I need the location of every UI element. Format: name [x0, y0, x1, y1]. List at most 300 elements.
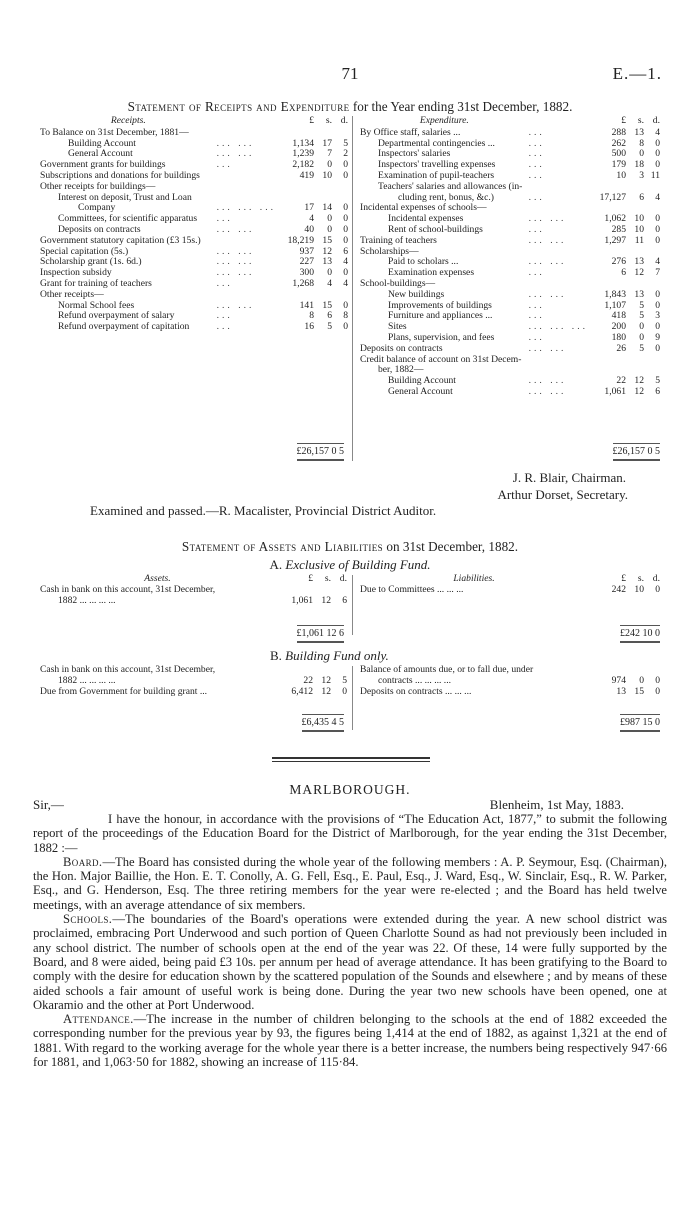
- row-label: Cash in bank on this account, 31st December,: [40, 583, 216, 595]
- paragraph-heading: Attendance.: [63, 1012, 134, 1027]
- receipts-expenditure-title: [0, 99, 700, 115]
- row-pounds: 1,268: [292, 277, 314, 289]
- row-shillings: [314, 128, 332, 139]
- row-shillings: 0: [327, 213, 332, 225]
- row-leader: ...: [528, 137, 545, 149]
- row-label: Sites: [388, 322, 407, 333]
- row-pounds: 1,297: [604, 234, 626, 246]
- section-b-assets: [40, 665, 347, 697]
- row-shillings: 10: [322, 169, 332, 181]
- row-pounds: 13: [616, 685, 626, 697]
- row-pence: 0: [343, 321, 348, 333]
- row-pence: 0: [655, 234, 660, 246]
- row-leader: ... ...: [528, 385, 567, 397]
- row-shillings: 15: [322, 234, 332, 246]
- section-b-liabilities: [360, 665, 660, 697]
- ledger-row: [40, 311, 348, 322]
- paragraph-text: I have the honour, in accordance with the provisions of “The Education Act, 1877,” to submit the following report of the proceedings of the Education Board for the District of Marlborough, for the year ending the 31st December, 1882 :—: [33, 812, 667, 855]
- row-shillings: 10: [634, 223, 644, 235]
- signature-secretary: Arthur Dorset, Secretary.: [497, 487, 628, 502]
- row-pounds: 22: [616, 375, 626, 387]
- row-pounds: [275, 585, 313, 596]
- row-leader: ... ...: [528, 288, 567, 300]
- row-pounds: 300: [299, 267, 314, 279]
- ledger-row: [360, 160, 660, 171]
- column-divider: [352, 575, 353, 635]
- row-shillings: 18: [634, 159, 644, 171]
- auditor-line: Examined and passed.—R. Macalister, Provincial District Auditor.: [90, 503, 437, 518]
- row-label: Examination expenses: [388, 268, 475, 279]
- row-pounds: 1,061: [291, 594, 313, 606]
- row-pounds: 40: [304, 223, 314, 235]
- row-label: Furniture and appliances ...: [388, 311, 493, 322]
- row-label: Improvements of buildings: [388, 300, 492, 311]
- row-leader: ...: [216, 321, 233, 333]
- row-leader: ... ...: [528, 234, 567, 246]
- row-pence: 0: [343, 159, 348, 171]
- row-leader: [529, 182, 588, 193]
- ledger-row: [360, 171, 660, 182]
- row-label: Subscriptions and donations for buildings: [40, 170, 200, 181]
- row-leader: ... ...: [216, 137, 255, 149]
- row-shillings: 13: [634, 288, 644, 300]
- row-shillings: [314, 290, 332, 301]
- row-pounds: [588, 355, 626, 366]
- row-label: Teachers' salaries and allowances (in-: [378, 181, 523, 192]
- row-label: Credit balance of account on 31st Decem-: [360, 354, 522, 365]
- ledger-row: [40, 193, 348, 204]
- row-label: Cash in bank on this account, 31st December,: [40, 664, 216, 675]
- row-label: ber, 1882—: [378, 365, 424, 376]
- row-pounds: 10: [616, 169, 626, 181]
- row-shillings: [314, 182, 332, 193]
- balance-row: [360, 687, 660, 698]
- ledger-row: [360, 333, 660, 344]
- row-pounds: [276, 290, 314, 301]
- row-leader: ...: [216, 213, 233, 225]
- row-pounds: 26: [616, 342, 626, 354]
- row-pence: 6: [655, 385, 660, 397]
- row-label: Balance of amounts due, or to fall due, under: [360, 664, 534, 675]
- row-pence: 0: [655, 583, 660, 595]
- row-leader: ... ...: [216, 299, 255, 311]
- row-pence: 8: [343, 310, 348, 322]
- title-rest: on 31st December, 1882.: [383, 539, 519, 554]
- row-pence: [332, 128, 348, 139]
- currency-shillings: s.: [637, 115, 644, 126]
- row-pounds: 1,107: [604, 299, 626, 311]
- receipts-total: £26,157 0 5: [276, 443, 344, 461]
- row-shillings: 12: [321, 594, 331, 606]
- row-pence: 5: [655, 375, 660, 387]
- report-paragraph: [33, 912, 667, 1012]
- row-pounds: 418: [611, 310, 626, 322]
- row-label: Refund overpayment of salary: [58, 311, 175, 322]
- ledger-row: [360, 365, 660, 376]
- row-leader: ... ...: [528, 342, 567, 354]
- row-shillings: 13: [634, 256, 644, 268]
- receipts-table: [40, 116, 348, 333]
- currency-pence: d.: [340, 115, 348, 126]
- row-label: Incidental expenses: [388, 214, 464, 225]
- title-smallcaps: Statement of Assets and Liabilities: [181, 539, 384, 554]
- report-title: MARLBOROUGH.: [289, 782, 411, 797]
- row-pounds: 22: [303, 674, 313, 686]
- row-pounds: [276, 182, 314, 193]
- row-leader: ... ...: [528, 213, 567, 225]
- row-label: Paid to scholars ...: [388, 257, 459, 268]
- row-pence: 0: [655, 159, 660, 171]
- assets-liabilities-title: [0, 539, 700, 555]
- row-label: Committees, for scientific apparatus: [58, 214, 198, 225]
- row-label: Examination of pupil-teachers: [378, 170, 495, 181]
- row-shillings: 10: [634, 213, 644, 225]
- row-leader: ... ...: [216, 267, 255, 279]
- row-shillings: 6: [639, 191, 644, 203]
- currency-pounds: £: [309, 115, 314, 126]
- row-pence: 0: [655, 342, 660, 354]
- row-pence: 0: [655, 685, 660, 697]
- row-leader: [217, 171, 276, 182]
- report-paragraph: [33, 1012, 667, 1069]
- row-pounds: 4: [309, 213, 314, 225]
- row-shillings: 12: [321, 674, 331, 686]
- row-leader: ...: [216, 310, 233, 322]
- row-pence: 0: [655, 148, 660, 160]
- row-label: cluding rent, bonus, &c.): [398, 192, 494, 203]
- row-pence: [644, 182, 660, 193]
- row-label: Rent of school-buildings: [388, 224, 483, 235]
- ledger-row: [40, 301, 348, 312]
- row-label: Scholarship grant (1s. 6d.): [40, 257, 142, 268]
- row-label: Training of teachers: [360, 235, 437, 246]
- row-pence: 0: [655, 299, 660, 311]
- row-label: Refund overpayment of capitation: [58, 322, 190, 333]
- row-pounds: 1,239: [292, 148, 314, 160]
- row-shillings: [313, 585, 331, 596]
- row-pounds: 18,219: [287, 234, 314, 246]
- row-pence: 9: [655, 331, 660, 343]
- row-leader: ...: [528, 169, 545, 181]
- section-a-assets-total: £1,061 12 6: [276, 625, 344, 643]
- ledger-row: [40, 128, 348, 139]
- row-pence: 0: [655, 674, 660, 686]
- section-a-heading: A. Exclusive of Building Fund.: [269, 557, 431, 572]
- row-shillings: 0: [639, 674, 644, 686]
- section-b-liabilities-total: £987 15 0: [592, 714, 660, 732]
- row-pounds: 17: [304, 202, 314, 214]
- expenditure-table: [360, 116, 660, 398]
- row-label: Incidental expenses of schools—: [360, 203, 487, 214]
- signature-chairman: J. R. Blair, Chairman.: [512, 470, 626, 485]
- row-pence: [331, 585, 347, 596]
- row-pence: [332, 290, 348, 301]
- ledger-row: [40, 203, 348, 214]
- row-pence: 0: [655, 213, 660, 225]
- page-number: 71: [341, 64, 359, 83]
- receipts-heading: Receipts.: [110, 115, 146, 126]
- dateline: Blenheim, 1st May, 1883.: [489, 797, 624, 812]
- row-leader: ...: [528, 159, 545, 171]
- row-pence: 6: [342, 594, 347, 606]
- ledger-row: [40, 290, 348, 301]
- row-leader: ...: [216, 159, 233, 171]
- row-shillings: 0: [639, 331, 644, 343]
- row-pence: 0: [343, 267, 348, 279]
- row-label: Deposits on contracts: [58, 224, 141, 235]
- title-smallcaps: Statement of Receipts and Expenditure: [127, 99, 350, 114]
- column-divider: [352, 666, 353, 730]
- ledger-row: [40, 236, 348, 247]
- row-pounds: 262: [611, 137, 626, 149]
- section-b-heading: B. Building Fund only.: [270, 648, 389, 663]
- title-rest: for the Year ending 31st December, 1882.: [349, 99, 573, 114]
- row-shillings: 5: [327, 321, 332, 333]
- row-pounds: 16: [304, 321, 314, 333]
- row-leader: ... ... ...: [216, 202, 276, 214]
- row-label: Special capitation (5s.): [40, 246, 129, 257]
- balance-row: [40, 676, 347, 687]
- row-label: General Account: [68, 149, 133, 160]
- balance-row: [360, 585, 660, 596]
- row-pounds: 1,843: [604, 288, 626, 300]
- row-label: Interest on deposit, Trust and Loan: [58, 192, 192, 203]
- row-label: New buildings: [388, 289, 445, 300]
- paragraph-heading: Schools.: [63, 912, 113, 927]
- row-leader: [217, 128, 276, 139]
- row-label: Government grants for buildings: [40, 160, 166, 171]
- row-pounds: 179: [611, 159, 626, 171]
- row-pounds: 288: [611, 126, 626, 138]
- row-pence: 2: [343, 148, 348, 160]
- row-shillings: 12: [322, 245, 332, 257]
- row-pence: 3: [655, 310, 660, 322]
- row-pounds: 1,061: [604, 385, 626, 397]
- row-pence: 0: [655, 223, 660, 235]
- row-pounds: 937: [299, 245, 314, 257]
- row-leader: ... ...: [528, 375, 567, 387]
- report-paragraph: [33, 812, 667, 855]
- section-b-assets-total: £6,435 4 5: [276, 714, 344, 732]
- row-pence: [332, 182, 348, 193]
- row-leader: [217, 182, 276, 193]
- currency-shillings: s.: [325, 115, 332, 126]
- column-divider: [352, 116, 353, 461]
- row-pence: 0: [343, 202, 348, 214]
- section-divider-rule: [272, 761, 430, 762]
- row-shillings: 12: [634, 267, 644, 279]
- row-shillings: 8: [639, 137, 644, 149]
- row-label: Other receipts—: [40, 289, 104, 300]
- expenditure-heading: Expenditure.: [419, 115, 469, 126]
- row-label: Deposits on contracts: [360, 343, 443, 354]
- row-shillings: 0: [327, 159, 332, 171]
- row-pence: 11: [650, 169, 660, 181]
- row-leader: ...: [528, 331, 545, 343]
- row-pence: 0: [655, 137, 660, 149]
- row-pence: 5: [342, 674, 347, 686]
- ledger-row: [360, 344, 660, 355]
- ledger-row: [40, 171, 348, 182]
- expenditure-rows: [360, 128, 660, 398]
- ledger-row: [360, 290, 660, 301]
- row-label: To Balance on 31st December, 1881—: [40, 127, 189, 138]
- row-pence: 4: [343, 256, 348, 268]
- row-label: Plans, supervision, and fees: [388, 332, 495, 343]
- section-a-liabilities: Liabilities. £ s. d. Due to Committees ... ... ... 242 10 0: [360, 573, 660, 595]
- ledger-row: [360, 236, 660, 247]
- salutation: Sir,—: [33, 797, 64, 812]
- row-shillings: 14: [322, 202, 332, 214]
- row-shillings: 5: [639, 310, 644, 322]
- row-label: Grant for training of teachers: [40, 278, 152, 289]
- row-label: Due from Government for building grant ...: [40, 685, 208, 697]
- row-pounds: 1,062: [604, 213, 626, 225]
- row-shillings: 0: [639, 321, 644, 333]
- row-leader: ...: [528, 126, 545, 138]
- report-body: [33, 812, 667, 1069]
- row-leader: [217, 236, 276, 247]
- row-pounds: 2,182: [292, 159, 314, 171]
- section-a-liabilities-total: £242 10 0: [592, 625, 660, 643]
- ledger-row: [40, 279, 348, 290]
- row-pence: 6: [343, 245, 348, 257]
- row-label: Other receipts for buildings—: [40, 181, 156, 192]
- row-pence: 0: [655, 288, 660, 300]
- ledger-row: [360, 182, 660, 193]
- section-a-assets: Assets. £ s. d. Cash in bank on this account, 31st December, 1882 ... ... ... ... 1,061 12 6: [40, 573, 347, 606]
- row-label: Government statutory capitation (£3 15s.): [40, 235, 201, 246]
- row-pence: 4: [655, 256, 660, 268]
- balance-row: [40, 687, 347, 698]
- paragraph-text: —The boundaries of the Board's operations were extended during the year. A new school district was proclaimed, embracing Port Underwood and such portion of Queen Charlotte Sound as had not previously been included in any school district. The number of schools open at the end of the year was 22. Of these, 14 were fully supported by the Board, and 8 were aided, being paid £3 10s. per annum per head of average attendance. It has been gratifying to the Board to comply with the desire for education shown by the scattered population of the Sounds and elsewhere ; and by means of these aided schools a fair amount of useful work is being done. During the year two new schools have been opened, one at Okaramio and the other at Port Underwood.: [33, 912, 667, 1012]
- row-pounds: 1,134: [292, 137, 314, 149]
- row-label: Inspectors' salaries: [378, 149, 451, 160]
- section-divider-rule: [272, 757, 430, 759]
- row-pounds: 180: [611, 331, 626, 343]
- row-shillings: 12: [634, 375, 644, 387]
- row-label: 1882 ... ... ... ...: [58, 594, 116, 606]
- row-shillings: 12: [634, 385, 644, 397]
- row-shillings: 7: [327, 148, 332, 160]
- document-reference: E.—1.: [612, 64, 662, 83]
- row-shillings: 0: [327, 223, 332, 235]
- row-label: Deposits on contracts ... ... ...: [360, 685, 472, 697]
- row-pounds: 500: [611, 148, 626, 160]
- row-leader: [529, 355, 588, 366]
- row-leader: ... ...: [216, 256, 255, 268]
- row-shillings: 13: [322, 256, 332, 268]
- row-pounds: 242: [611, 583, 626, 595]
- row-leader: ...: [528, 310, 545, 322]
- row-leader: ... ...: [216, 148, 255, 160]
- ledger-row: [40, 322, 348, 333]
- liabilities-heading: Liabilities.: [453, 573, 495, 584]
- row-shillings: 6: [327, 310, 332, 322]
- row-shillings: 13: [634, 126, 644, 138]
- row-pounds: 200: [611, 321, 626, 333]
- row-leader: ...: [528, 223, 545, 235]
- row-leader: ... ...: [216, 223, 255, 235]
- row-label: Due to Committees ... ... ...: [360, 583, 464, 595]
- row-label: Departmental contingencies ...: [378, 138, 495, 149]
- row-pounds: 276: [611, 256, 626, 268]
- row-shillings: 17: [322, 137, 332, 149]
- balance-row: [40, 585, 347, 596]
- row-pounds: [276, 128, 314, 139]
- row-pence: 4: [655, 126, 660, 138]
- receipts-rows: [40, 128, 348, 333]
- row-shillings: 5: [639, 342, 644, 354]
- row-shillings: 10: [634, 583, 644, 595]
- row-label: Company: [78, 203, 116, 214]
- ledger-row: [40, 182, 348, 193]
- currency-pounds: £: [621, 115, 626, 126]
- row-pence: 0: [343, 169, 348, 181]
- row-shillings: [626, 182, 644, 193]
- row-pence: 0: [342, 685, 347, 697]
- row-shillings: 3: [639, 169, 644, 181]
- expenditure-total: £26,157 0 5: [592, 443, 660, 461]
- row-shillings: 5: [639, 299, 644, 311]
- row-pence: [644, 355, 660, 366]
- ledger-row: [360, 268, 660, 279]
- row-leader: ... ... ...: [528, 321, 588, 333]
- row-pounds: 227: [299, 256, 314, 268]
- row-leader: ... ...: [528, 256, 567, 268]
- row-pounds: 285: [611, 223, 626, 235]
- row-pounds: 17,127: [599, 191, 626, 203]
- row-label: Scholarships—: [360, 246, 419, 257]
- row-shillings: 0: [639, 148, 644, 160]
- row-pence: 4: [655, 191, 660, 203]
- row-label: 1882 ... ... ... ...: [58, 674, 116, 686]
- row-label: By Office staff, salaries ...: [360, 127, 461, 138]
- row-shillings: [626, 355, 644, 366]
- row-shillings: 15: [322, 299, 332, 311]
- row-pence: 0: [343, 299, 348, 311]
- balance-row: [40, 596, 347, 607]
- row-leader: ...: [216, 277, 233, 289]
- row-label: Inspection subsidy: [40, 268, 112, 279]
- row-pounds: 8: [309, 310, 314, 322]
- ledger-row: [40, 214, 348, 225]
- row-shillings: 15: [634, 685, 644, 697]
- balance-row: [360, 676, 660, 687]
- row-pence: 7: [655, 267, 660, 279]
- row-pence: 4: [343, 277, 348, 289]
- ledger-row: [360, 128, 660, 139]
- assets-heading: Assets.: [144, 573, 171, 584]
- ledger-row: [360, 355, 660, 366]
- paragraph-text: —The Board has consisted during the whole year of the following members : A. P. Seymour, Esq. (Chairman), the Hon. Major Baillie, the Hon. E. T. Conolly, A. G. Fell, Esq., E. Paul, Esq., J. Ward, Esq., W. Sinclair, Esq., R. W. Parker, Esq., and G. Henderson, Esq. The three retiring members for the year were re-elected ; and the Board has held twelve meetings, with an average attendance of six members.: [33, 854, 667, 912]
- row-shillings: 11: [634, 234, 644, 246]
- row-leader: ...: [528, 299, 545, 311]
- row-shillings: 0: [327, 267, 332, 279]
- row-pounds: 6,412: [291, 685, 313, 697]
- ledger-row: [360, 257, 660, 268]
- row-label: General Account: [388, 386, 453, 397]
- row-pounds: [588, 182, 626, 193]
- paragraph-heading: Board.: [63, 854, 103, 869]
- ledger-row: [360, 387, 660, 398]
- row-pence: 0: [343, 223, 348, 235]
- row-pence: 5: [343, 137, 348, 149]
- row-label: School-buildings—: [360, 278, 436, 289]
- row-label: Inspectors' travelling expenses: [378, 160, 496, 171]
- row-shillings: 12: [321, 685, 331, 697]
- row-label: contracts ... ... ... ...: [378, 674, 452, 686]
